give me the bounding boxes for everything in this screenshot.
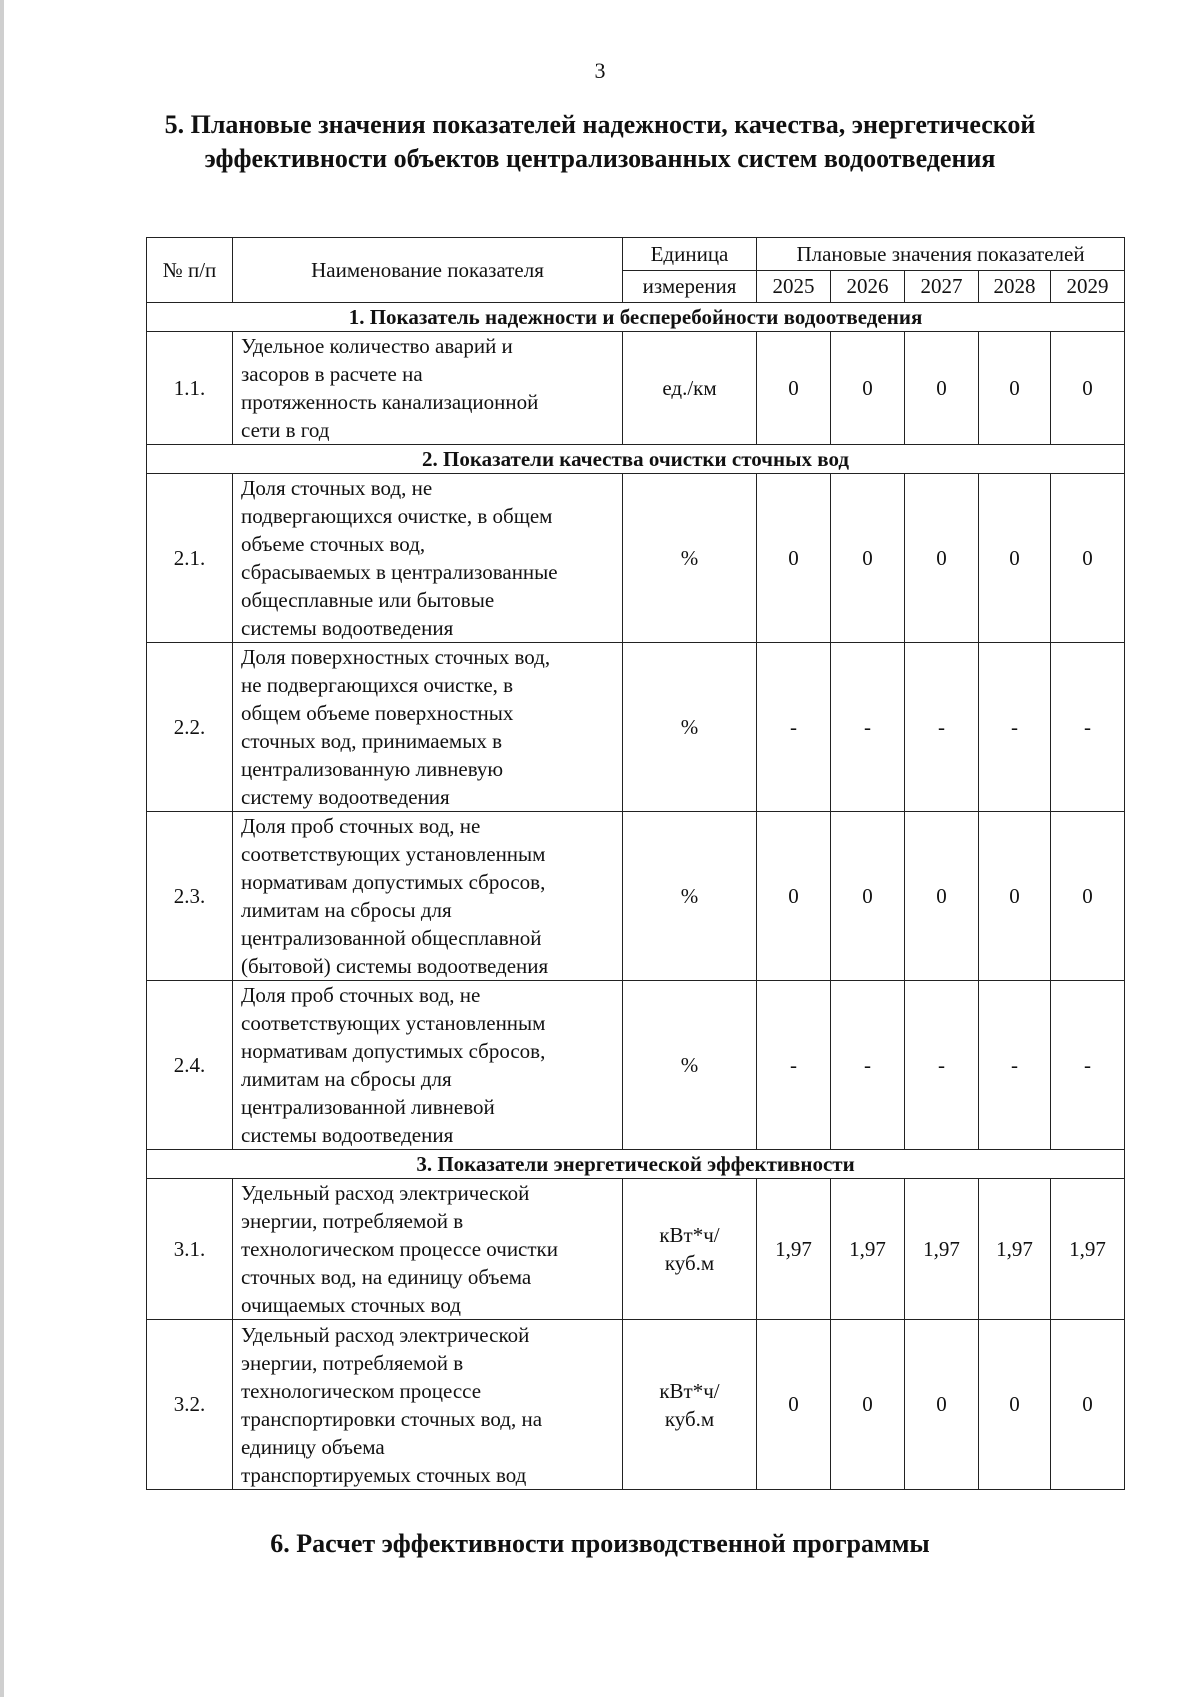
planned-value: 0: [831, 332, 905, 445]
indicator-name-line: соответствующих установленным: [241, 1011, 546, 1035]
unit-line: куб.м: [664, 1251, 715, 1275]
indicator-name-line: централизованной общесплавной: [241, 926, 542, 950]
table-header-row-1: [147, 238, 1125, 271]
indicator-name-line: засоров в расчете на: [241, 362, 423, 386]
indicator-name: [233, 812, 623, 981]
planned-value: 0: [979, 474, 1051, 643]
section-header-row: [147, 1150, 1125, 1179]
row-number: 1.1.: [147, 332, 233, 445]
planned-value: 1,97: [979, 1179, 1051, 1320]
unit-of-measure: [623, 1179, 757, 1320]
indicator-name-line: (бытовой) системы водоотведения: [241, 954, 549, 978]
header-indicator-name: Наименование показателя: [233, 238, 623, 303]
unit-line: ед./км: [662, 376, 717, 400]
indicator-name-line: Удельный расход электрической: [241, 1322, 530, 1347]
unit-of-measure: [623, 643, 757, 812]
planned-value: 0: [831, 474, 905, 643]
indicator-name-line: энергии, потребляемой в: [241, 1209, 464, 1233]
indicator-name: [233, 643, 623, 812]
indicator-name-line: протяженность канализационной: [241, 390, 539, 414]
table-row: [147, 643, 1125, 812]
indicators-table: [146, 237, 1125, 1490]
section-5-title-line-2: эффективности объектов централизованных систем водоотведения: [204, 144, 996, 173]
section-title: 1. Показатель надежности и бесперебойности водоотведения: [147, 303, 1125, 332]
indicator-name-line: Доля проб сточных вод, не: [241, 814, 481, 838]
section-6-title: 6. Расчет эффективности производственной программы: [270, 1529, 930, 1558]
indicator-name-line: энергии, потребляемой в: [241, 1350, 464, 1375]
header-planned-values: Плановые значения показателей: [757, 238, 1125, 271]
row-number: 2.2.: [147, 643, 233, 812]
header-unit-line-2: измерения: [623, 271, 757, 303]
unit-line: кВт*ч/: [659, 1378, 720, 1403]
indicator-name-line: не подвергающихся очистке, в: [241, 673, 514, 697]
planned-value: 0: [757, 1320, 831, 1490]
section-5-title: [60, 108, 1140, 176]
planned-value: 0: [979, 332, 1051, 445]
planned-value: 0: [979, 1320, 1051, 1490]
row-number: 2.4.: [147, 981, 233, 1150]
indicator-name-line: Доля поверхностных сточных вод,: [241, 645, 551, 669]
page-number: 3: [594, 58, 606, 83]
row-number: 2.1.: [147, 474, 233, 643]
header-year: 2027: [905, 271, 979, 303]
header-year: 2029: [1051, 271, 1125, 303]
planned-value: -: [757, 643, 831, 812]
row-number: 2.3.: [147, 812, 233, 981]
indicator-name: [233, 981, 623, 1150]
unit-line: куб.м: [664, 1406, 715, 1431]
planned-value: -: [831, 643, 905, 812]
indicator-name-line: нормативам допустимых сбросов,: [241, 1039, 546, 1063]
section-title: 2. Показатели качества очистки сточных вод: [147, 445, 1125, 474]
indicator-name-line: технологическом процессе очистки: [241, 1237, 558, 1261]
planned-value: -: [979, 643, 1051, 812]
planned-value: 0: [757, 812, 831, 981]
indicator-name-line: соответствующих установленным: [241, 842, 546, 866]
unit-line: %: [680, 1053, 699, 1077]
unit-of-measure: [623, 474, 757, 643]
indicator-name-line: общесплавные или бытовые: [241, 588, 495, 612]
planned-value: 0: [905, 474, 979, 643]
section-5-title-line-1: 5. Плановые значения показателей надежности, качества, энергетической: [164, 110, 1036, 139]
unit-line: кВт*ч/: [659, 1223, 720, 1247]
planned-value: -: [1051, 643, 1125, 812]
planned-value: 0: [905, 332, 979, 445]
indicator-name-line: системы водоотведения: [241, 1123, 454, 1147]
indicator-name-line: сети в год: [241, 418, 330, 442]
indicator-name-line: централизованную ливневую: [241, 757, 504, 781]
planned-value: 1,97: [905, 1179, 979, 1320]
section-title: 3. Показатели энергетической эффективности: [147, 1150, 1125, 1179]
indicator-name-line: сбрасываемых в централизованные: [241, 560, 558, 584]
unit-line: %: [680, 715, 699, 739]
header-number: № п/п: [147, 238, 233, 303]
planned-value: -: [757, 981, 831, 1150]
indicator-name: [233, 1320, 623, 1490]
header-year: 2026: [831, 271, 905, 303]
indicator-name-line: централизованной ливневой: [241, 1095, 495, 1119]
indicator-name-line: систему водоотведения: [241, 785, 450, 809]
row-number: 3.1.: [147, 1179, 233, 1320]
planned-value: 0: [1051, 1320, 1125, 1490]
indicator-name-line: технологическом процессе: [241, 1378, 482, 1403]
indicator-name-line: лимитам на сбросы для: [241, 898, 452, 922]
indicator-name-line: единицу объема: [241, 1434, 385, 1459]
indicator-name: [233, 474, 623, 643]
planned-value: -: [831, 981, 905, 1150]
table-row: [147, 981, 1125, 1150]
unit-of-measure: [623, 332, 757, 445]
unit-of-measure: [623, 1320, 757, 1490]
indicator-name-line: сточных вод, на единицу объема: [241, 1265, 532, 1289]
indicator-name-line: транспортировки сточных вод, на: [241, 1406, 543, 1431]
section-header-row: [147, 445, 1125, 474]
indicator-name: [233, 332, 623, 445]
planned-value: -: [979, 981, 1051, 1150]
indicator-name: [233, 1179, 623, 1320]
planned-value: -: [1051, 981, 1125, 1150]
indicator-name-line: общем объеме поверхностных: [241, 701, 514, 725]
planned-value: 0: [1051, 474, 1125, 643]
unit-line: %: [680, 546, 699, 570]
planned-value: 0: [831, 1320, 905, 1490]
table-row: [147, 812, 1125, 981]
table-row: [147, 332, 1125, 445]
unit-of-measure: [623, 981, 757, 1150]
indicator-name-line: нормативам допустимых сбросов,: [241, 870, 546, 894]
indicator-name-line: очищаемых сточных вод: [241, 1293, 461, 1317]
planned-value: 0: [1051, 812, 1125, 981]
planned-value: -: [905, 981, 979, 1150]
planned-value: 0: [757, 474, 831, 643]
planned-value: 0: [757, 332, 831, 445]
indicator-name-line: подвергающихся очистке, в общем: [241, 504, 553, 528]
indicator-name-line: лимитам на сбросы для: [241, 1067, 452, 1091]
header-year: 2028: [979, 271, 1051, 303]
unit-line: %: [680, 884, 699, 908]
planned-value: 0: [1051, 332, 1125, 445]
unit-of-measure: [623, 812, 757, 981]
table-row: [147, 474, 1125, 643]
planned-value: 1,97: [1051, 1179, 1125, 1320]
planned-value: 1,97: [757, 1179, 831, 1320]
planned-value: 0: [979, 812, 1051, 981]
header-unit-line-1: Единица: [623, 238, 757, 271]
table-row: [147, 1179, 1125, 1320]
indicator-name-line: транспортируемых сточных вод: [241, 1462, 527, 1487]
indicator-name-line: Доля сточных вод, не: [241, 476, 433, 500]
section-header-row: [147, 303, 1125, 332]
indicator-name-line: Удельное количество аварий и: [241, 334, 513, 358]
planned-value: 0: [831, 812, 905, 981]
planned-value: 1,97: [831, 1179, 905, 1320]
table-row: [147, 1320, 1125, 1490]
planned-value: 0: [905, 1320, 979, 1490]
row-number: 3.2.: [147, 1320, 233, 1490]
indicator-name-line: объеме сточных вод,: [241, 532, 426, 556]
indicator-name-line: системы водоотведения: [241, 616, 454, 640]
indicator-name-line: Доля проб сточных вод, не: [241, 983, 481, 1007]
planned-value: -: [905, 643, 979, 812]
table-body: [147, 303, 1125, 1490]
planned-value: 0: [905, 812, 979, 981]
scan-left-edge: [0, 0, 4, 1697]
indicator-name-line: сточных вод, принимаемых в: [241, 729, 502, 753]
indicator-name-line: Удельный расход электрической: [241, 1181, 530, 1205]
header-year: 2025: [757, 271, 831, 303]
